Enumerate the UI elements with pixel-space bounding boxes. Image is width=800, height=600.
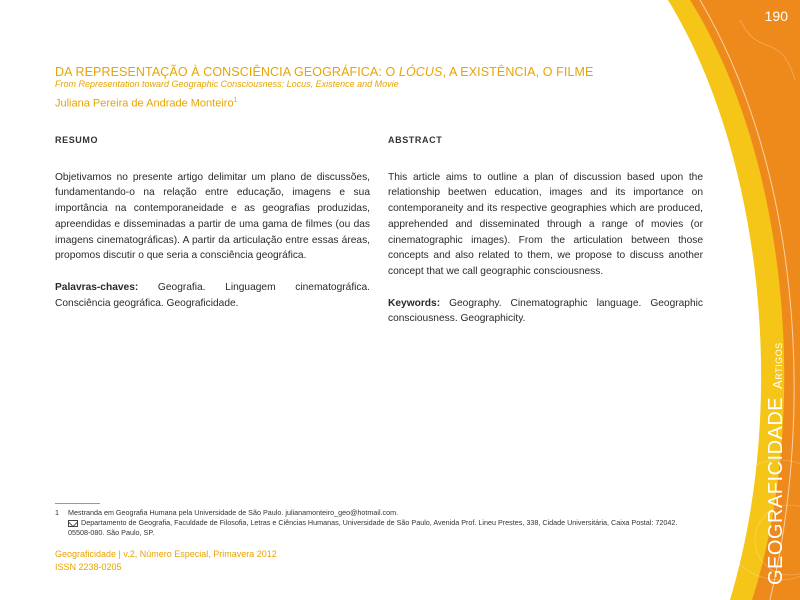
resumo-keywords-label: Palavras-chaves: [55,281,139,293]
abstract-keywords [388,296,703,327]
footnote-line1-text: Mestranda em Geografia Humana pela Universidade de São Paulo. julianamonteiro_geo@hotmail.com. [68,508,399,517]
resumo-heading: RESUMO [55,135,99,145]
resumo-text: Objetivamos no presente artigo delimitar um plano de discussões, fundamentando-o na relação entre educação, imagens e sua importância na contemporaneidade e as geografias produzidas, apreendidas e disseminadas a partir de uma gama de filmes (ou das imagens cinematográficas). A partir da articulação entre essas áreas, propomos discutir o que seria a consciência geográfica. [55,171,370,262]
resumo-keywords-text: Geografia. Linguagem cinematográfica. Consciência geográfica. Geograficidade. [55,281,370,309]
journal-line1: Geograficidade | v.2, Número Especial, Primavera 2012 [55,549,277,559]
abstract-keywords-text: Geography. Cinematographic language. Geographic consciousness. Geographicity. [388,297,703,325]
sidebar-label [765,342,788,585]
title-suffix: , A EXISTÊNCIA, O FILME [442,65,594,79]
section-name: Artigos [770,342,785,389]
page-number: 190 [764,8,788,24]
resumo-column [55,133,370,311]
footnote-line1 [55,508,695,518]
abstract-text: This article aims to outline a plan of discussion based upon the relationship beetwen education, images and its importance on contemporaneity and its respective geographies which are produced, apprehended and disseminated through a range of movies (or cinematographic images). From the articulation between those concepts and also related to them, we propose to discuss another concept that we call geographic consciousness. [388,171,703,277]
article-subtitle: From Representation toward Geographic Consciousness: Locus, Existence and Movie [55,79,399,89]
author-name [55,97,237,110]
journal-line2: ISSN 2238-0205 [55,562,122,572]
magazine-name: GEOGRAFICIDADE [765,396,787,585]
abstract-keywords-label: Keywords: [388,297,441,309]
footnote-line2-text: Departamento de Geografia, Faculdade de Filosofia, Letras e Ciências Humanas, Universidade de São Paulo, Avenida Prof. Lineu Prestes, 338, Cidade Universitária, Caixa Postal: 72042. 05508-080. São Paulo, SP. [68,518,678,537]
title-italic: LÓCUS [398,65,443,79]
author-footnote-ref[interactable]: 1 [233,97,238,104]
journal-info [55,548,277,574]
footnote [55,508,695,538]
resumo-keywords [55,280,370,311]
footnote-line2 [55,518,695,538]
abstract-heading: ABSTRACT [388,135,443,145]
author-text: Juliana Pereira de Andrade Monteiro [55,97,234,110]
mail-icon [68,520,78,527]
footnote-number: 1 [55,508,59,517]
abstract-column [388,133,703,327]
article-title [55,65,655,79]
footnote-divider [55,503,100,504]
title-prefix: DA REPRESENTAÇÃO À CONSCIÊNCIA GEOGRÁFICA: O [55,65,399,79]
